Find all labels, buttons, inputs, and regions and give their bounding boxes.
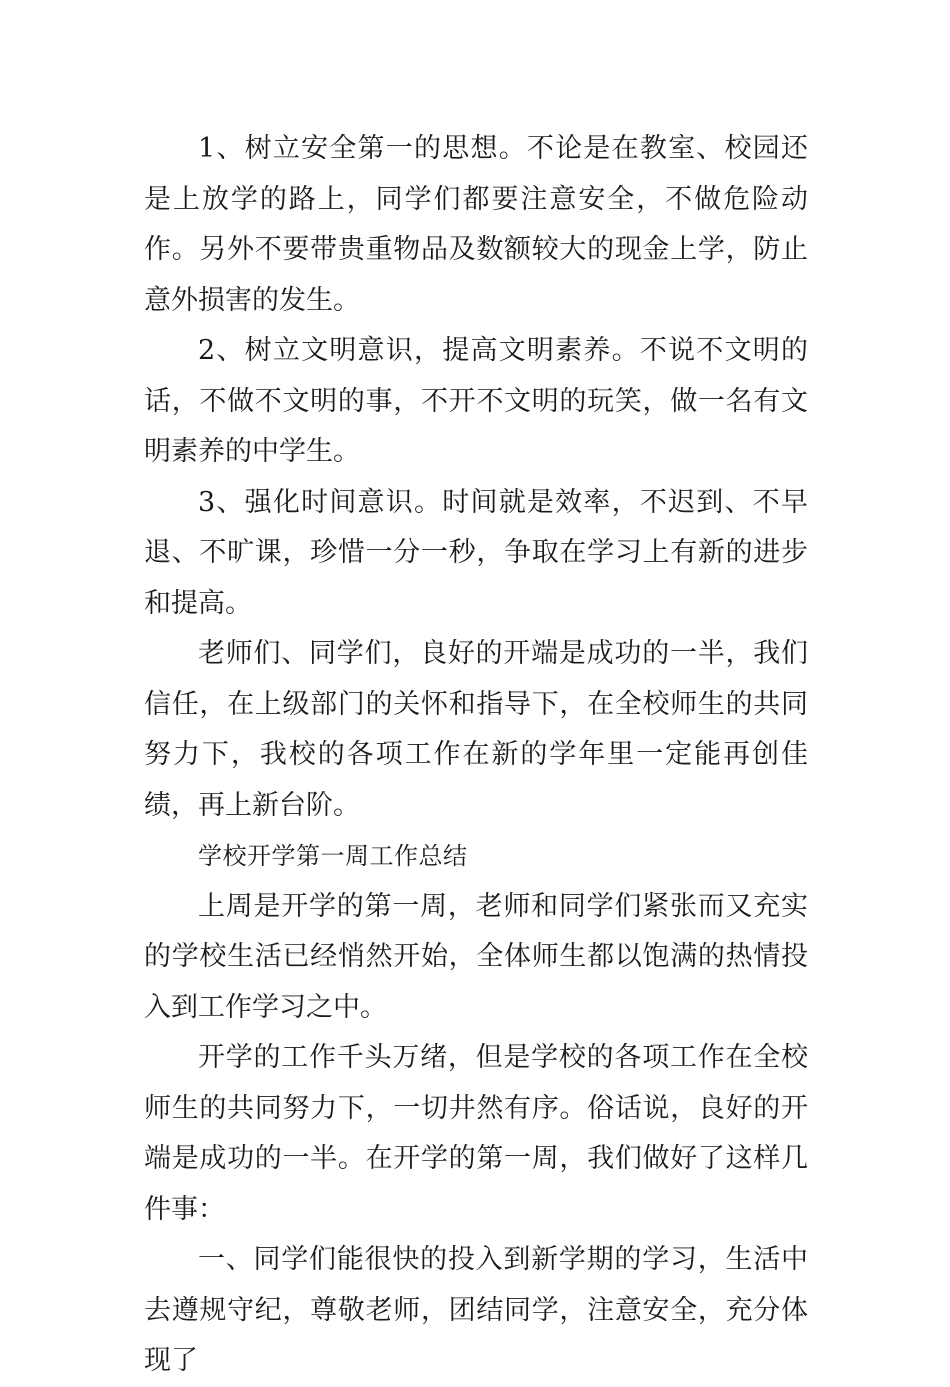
paragraph-work-order: 开学的工作千头万绪，但是学校的各项工作在全校师生的共同努力下，一切井然有序。俗话说，良好的开端是成功的一半。在开学的第一周，我们做好了这样几件事： bbox=[144, 1042, 808, 1225]
paragraph-time: 3、强化时间意识。时间就是效率，不迟到、不早退、不旷课，珍惜一分一秒，争取在学习上有新的进步和提高。 bbox=[144, 486, 808, 619]
paragraph-safety: 1、树立安全第一的思想。不论是在教室、校园还是上放学的路上，同学们都要注意安全，不做危险动作。另外不要带贵重物品及数额较大的现金上学，防止意外损害的发生。 bbox=[144, 133, 808, 316]
paragraph-civility: 2、树立文明意识，提高文明素养。不说不文明的话，不做不文明的事，不开不文明的玩笑，做一名有文明素养的中学生。 bbox=[144, 335, 808, 467]
section-title: 学校开学第一周工作总结 bbox=[198, 842, 468, 870]
paragraph-first-week: 上周是开学的第一周，老师和同学们紧张而又充实的学校生活已经悄然开始，全体师生都以饱满的热情投入到工作学习之中。 bbox=[144, 890, 808, 1023]
document-page bbox=[144, 124, 808, 1387]
paragraph-closing: 老师们、同学们，良好的开端是成功的一半，我们信任，在上级部门的关怀和指导下，在全校师生的共同努力下，我校的各项工作在新的学年里一定能再创佳绩，再上新台阶。 bbox=[144, 638, 808, 821]
paragraph-item-one: 一、同学们能很快的投入到新学期的学习，生活中去遵规守纪，尊敬老师，团结同学，注意安全，充分体现了 bbox=[144, 1244, 808, 1376]
